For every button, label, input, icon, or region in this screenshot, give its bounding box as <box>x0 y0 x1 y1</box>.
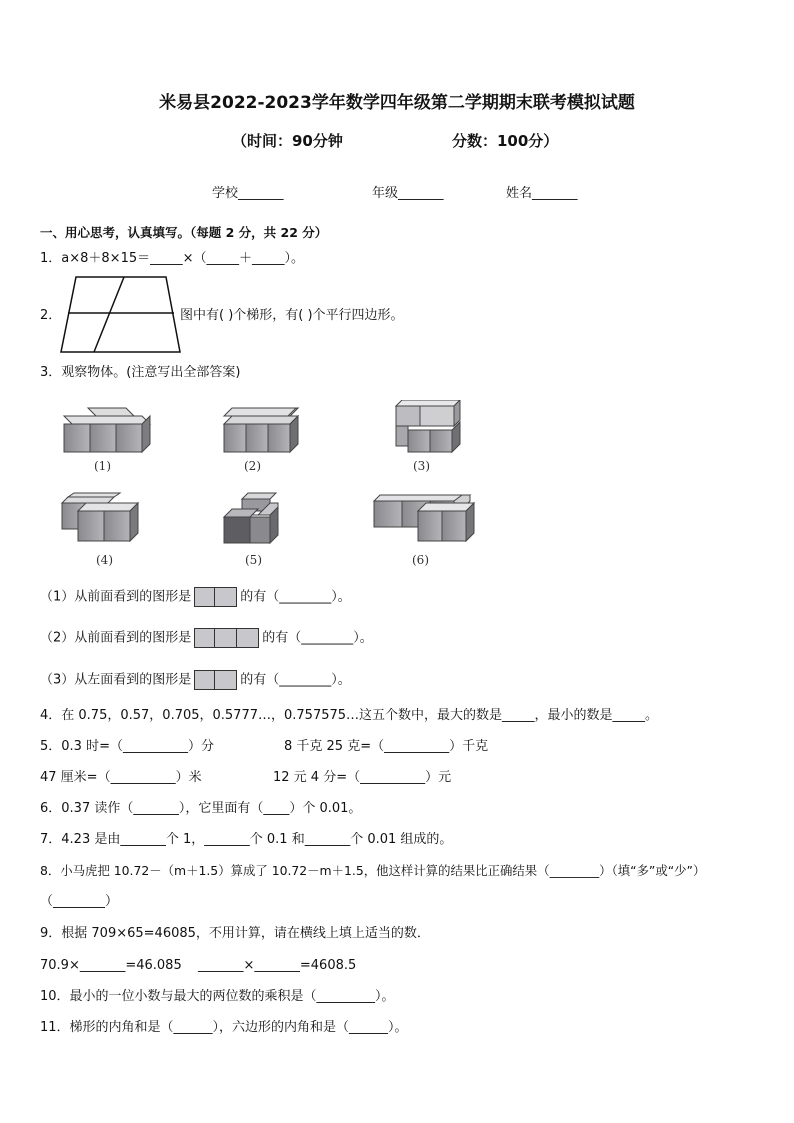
trapezoid-figure <box>58 275 184 355</box>
question-3-sub-2 <box>40 628 373 648</box>
cube-group-3 <box>396 400 460 452</box>
question-3-sub-1 <box>40 587 351 607</box>
cube-group-1 <box>64 408 150 452</box>
question-8-line-1: 8．小马虎把 10.72－（m＋1.5）算成了 10.72－m＋1.5，他这样计算的结果比正确结果（________）（填“多”或“少”） <box>40 863 706 878</box>
cube-group-2 <box>224 408 298 452</box>
question-3-sub-3 <box>40 670 351 690</box>
question-2: 图中有( )个梯形，有( )个平行四边形。 <box>180 308 404 323</box>
question-8-line-2: （________） <box>40 894 119 909</box>
question-6: 6．0.37 读作（_______），它里面有（____）个 0.01。 <box>40 801 362 816</box>
question-5-a: 5．0.3 时=（__________）分 <box>40 739 214 754</box>
name-field: 姓名_______ <box>506 186 578 201</box>
question-3-title: 3．观察物体。(注意写出全部答案) <box>40 365 241 380</box>
three-square-front-view <box>194 628 259 648</box>
question-9-a: 70.9×_______=46.085 <box>40 958 182 973</box>
two-square-left-view <box>194 670 237 690</box>
section-1-heading: 一、用心思考，认真填写。（每题 2 分，共 22 分） <box>40 225 328 240</box>
sub-2-prefix: （2）从前面看到的图形是 <box>40 630 192 646</box>
cube-caption-6: (6) <box>412 553 429 567</box>
question-7: 7．4.23 是由_______个 1，_______个 0.1 和_______个 0.01 组成的。 <box>40 832 453 847</box>
question-1: 1．a×8＋8×15＝_____×（_____＋_____）。 <box>40 251 304 266</box>
two-square-front-view <box>194 587 237 607</box>
grade-field: 年级_______ <box>372 186 444 201</box>
sub-3-prefix: （3）从左面看到的图形是 <box>40 672 192 688</box>
question-5-c: 47 厘米=（__________）米 <box>40 770 202 785</box>
cube-caption-3: (3) <box>413 459 430 473</box>
exam-score: 分数：100分） <box>452 132 559 150</box>
sub-3-suffix: 的有（________）。 <box>240 672 351 688</box>
cube-caption-4: (4) <box>96 553 113 567</box>
sub-2-suffix: 的有（________）。 <box>262 630 373 646</box>
question-9: 9．根据 709×65=46085，不用计算，请在横线上填上适当的数． <box>40 926 430 941</box>
sub-1-suffix: 的有（________）。 <box>240 589 351 605</box>
question-10: 10．最小的一位小数与最大的两位数的乘积是（_________）。 <box>40 989 395 1004</box>
page-title: 米易县2022-2023学年数学四年级第二学期期末联考模拟试题 <box>159 93 635 113</box>
cube-figures <box>58 400 498 575</box>
cube-caption-1: (1) <box>94 459 111 473</box>
exam-time: （时间：90分钟 <box>232 132 343 150</box>
question-5-b: 8 千克 25 克=（__________）千克 <box>284 739 489 754</box>
question-11: 11．梯形的内角和是（______），六边形的内角和是（______）。 <box>40 1020 408 1035</box>
cube-caption-2: (2) <box>244 459 261 473</box>
cube-group-5 <box>224 493 278 543</box>
question-5-d: 12 元 4 分=（__________）元 <box>273 770 452 785</box>
question-9-b: _______×_______=4608.5 <box>198 958 357 973</box>
cube-caption-5: (5) <box>245 553 262 567</box>
question-2-number: 2． <box>40 308 62 323</box>
cube-group-6 <box>374 495 474 541</box>
sub-1-prefix: （1）从前面看到的图形是 <box>40 589 192 605</box>
school-field: 学校_______ <box>212 186 284 201</box>
question-4: 4．在 0.75，0.57，0.705，0.5777…，0.757575…这五个数中，最大的数是_____，最小的数是_____。 <box>40 708 659 723</box>
cube-group-4 <box>62 493 138 541</box>
